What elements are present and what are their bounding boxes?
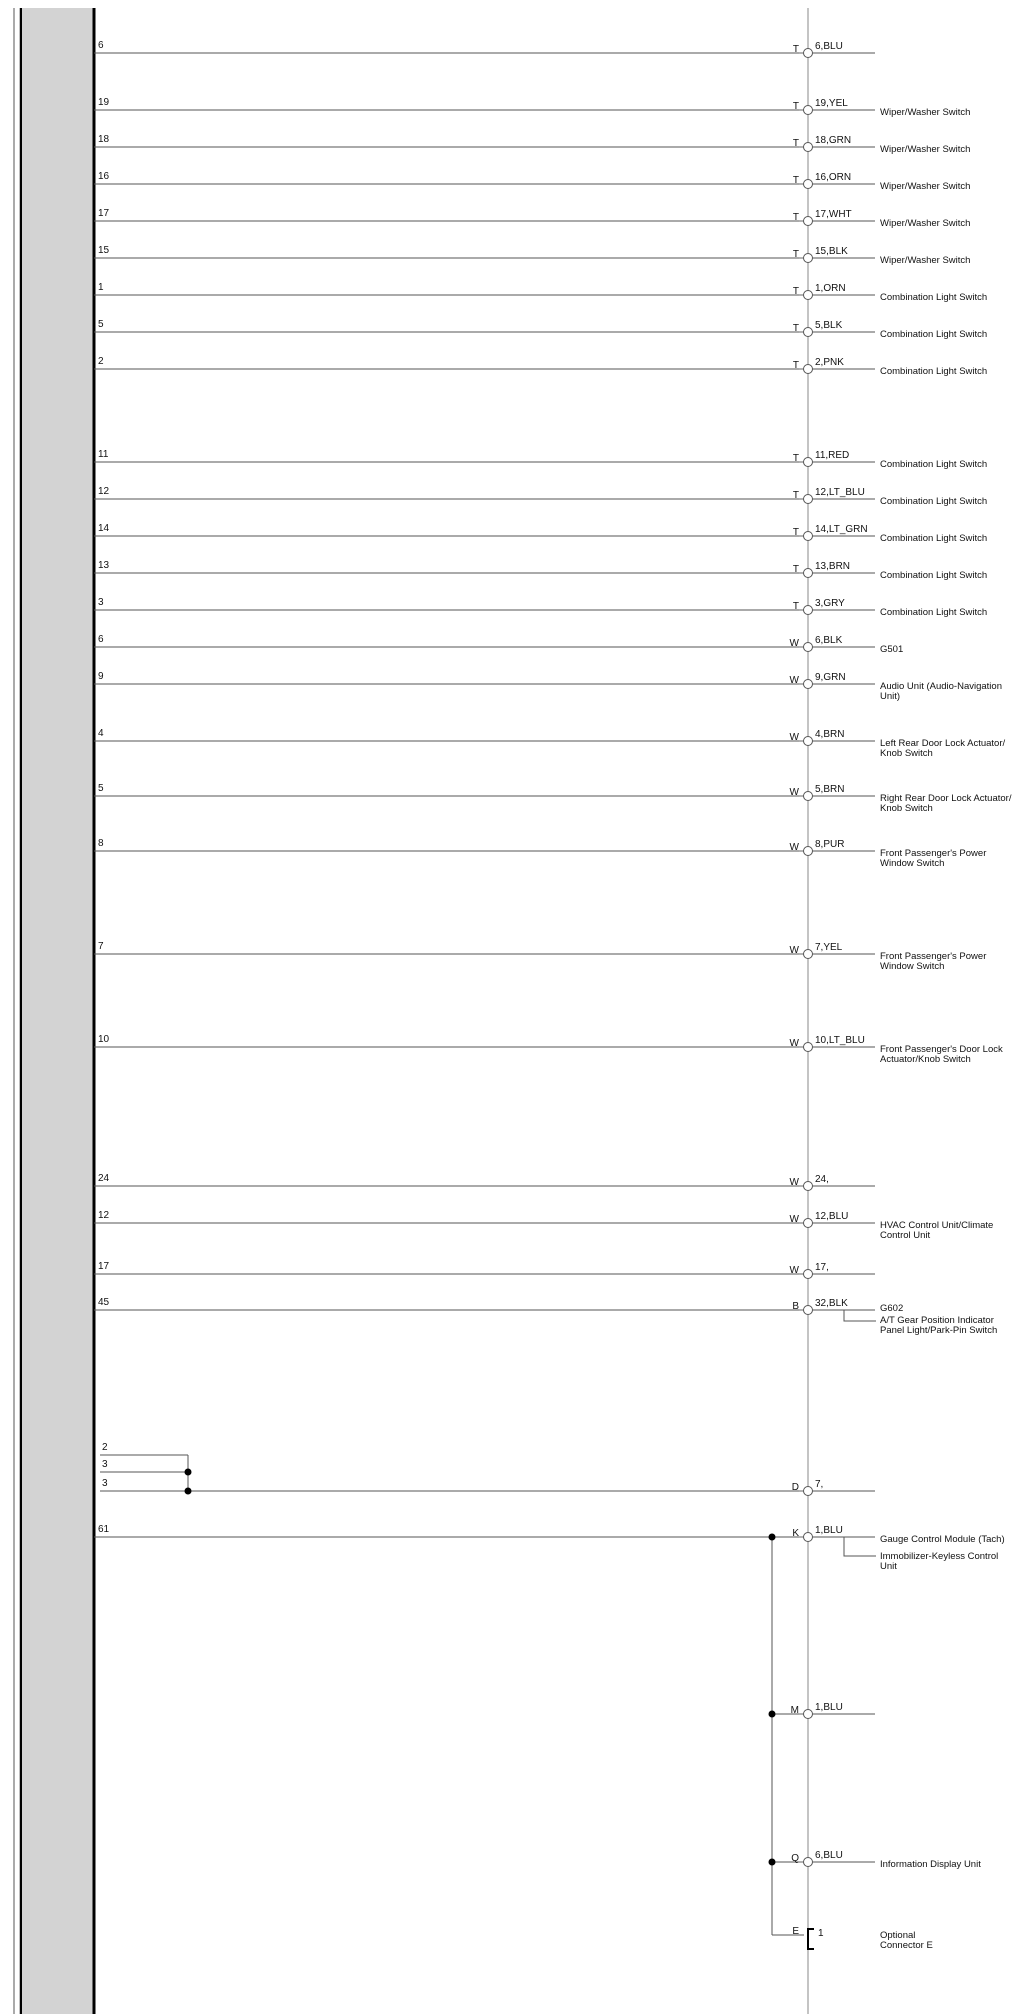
pin-number: 19 [98, 97, 110, 108]
destination-label: Window Switch [880, 858, 945, 869]
pin-number: 61 [98, 1524, 110, 1535]
circuit-label: 13,BRN [815, 561, 851, 572]
pin-number: 17 [98, 1261, 110, 1272]
circuit-label: 4,BRN [815, 729, 845, 740]
connector-letter: W [789, 1214, 799, 1225]
connector-letter: T [792, 175, 799, 186]
pin-number: 7 [98, 941, 104, 952]
connector-letter: T [792, 323, 799, 334]
wire-row [94, 597, 987, 618]
pin-number: 8 [98, 838, 104, 849]
connector-letter: T [792, 212, 799, 223]
destination-label: Left Rear Door Lock Actuator/ [880, 738, 1006, 749]
circuit-label: 3,GRY [815, 598, 845, 609]
circuit-label: 1,ORN [815, 283, 846, 294]
destination-label: Combination Light Switch [880, 329, 988, 340]
connector-letter: T [792, 360, 799, 371]
pin-number: 18 [98, 134, 110, 145]
circuit-label: 2,PNK [815, 357, 844, 368]
connector-pin-symbol [804, 1043, 813, 1052]
destination-label: Combination Light Switch [880, 533, 988, 544]
pin-number: 11 [98, 449, 109, 460]
connector-pin-symbol [804, 106, 813, 115]
circuit-label: 17, [815, 1262, 829, 1273]
destination-label: Front Passenger's Power [880, 848, 987, 859]
circuit-label: 5,BRN [815, 784, 845, 795]
connector-pin-symbol [804, 950, 813, 959]
destination-label: Wiper/Washer Switch [880, 181, 971, 192]
wire-row [94, 728, 1006, 759]
destination-label: Wiper/Washer Switch [880, 218, 971, 229]
wire-row [94, 449, 987, 470]
connector-letter: T [792, 101, 799, 112]
pin-number: 24 [98, 1173, 110, 1184]
wires-layer [94, 40, 1012, 1951]
pin-number: 3 [102, 1478, 108, 1489]
destination-label: Combination Light Switch [880, 607, 988, 618]
gauge-bus-group [94, 1524, 1005, 1951]
connector-pin-symbol [804, 532, 813, 541]
connector-letter: T [792, 564, 799, 575]
circuit-label: 6,BLU [815, 41, 843, 52]
destination-label: Connector E [880, 1940, 933, 1951]
connector-letter: T [792, 453, 799, 464]
connector-pin-symbol [804, 1533, 813, 1542]
connector-pin-symbol [804, 680, 813, 689]
optional-connector-bracket [808, 1929, 814, 1949]
destination-label: Front Passenger's Door Lock [880, 1044, 1003, 1055]
splice-group [100, 1442, 875, 1496]
wire-row [94, 40, 875, 58]
destination-label: Unit) [880, 691, 901, 702]
destination-label: Wiper/Washer Switch [880, 144, 971, 155]
circuit-label: 15,BLK [815, 246, 848, 257]
destination-label: Audio Unit (Audio-Navigation [880, 681, 1002, 692]
wire-row [94, 171, 970, 192]
destination-label: Right Rear Door Lock Actuator/ [880, 793, 1012, 804]
pin-number: 15 [98, 245, 110, 256]
destination-label: HVAC Control Unit/Climate [880, 1220, 994, 1231]
connector-pin-symbol [804, 643, 813, 652]
branch-line [844, 1310, 876, 1321]
connector-pin-symbol [804, 1487, 813, 1496]
connector-letter: W [789, 1265, 799, 1276]
wire-row [94, 97, 970, 118]
connector-letter: W [789, 675, 799, 686]
circuit-label: 11,RED [815, 450, 850, 461]
destination-label: Unit [880, 1561, 897, 1572]
circuit-label: 12,BLU [815, 1211, 849, 1222]
wire-row [94, 282, 987, 303]
connector-letter: T [792, 44, 799, 55]
wire-row [94, 1210, 993, 1241]
circuit-label: 19,YEL [815, 98, 848, 109]
destination-label: Panel Light/Park-Pin Switch [880, 1325, 998, 1336]
splice-dot [769, 1534, 776, 1541]
connector-pin-symbol [804, 495, 813, 504]
pin-number: 3 [102, 1459, 108, 1470]
connector-pin-symbol [804, 737, 813, 746]
wire-row [94, 134, 970, 155]
pin-number: 1 [98, 282, 104, 293]
circuit-label: 8,PUR [815, 839, 845, 850]
destination-label: A/T Gear Position Indicator [880, 1315, 994, 1326]
circuit-label: 18,GRN [815, 135, 852, 146]
wire-row [94, 319, 987, 340]
wire-row [94, 1297, 997, 1336]
pin-number: 2 [102, 1442, 108, 1453]
connector-pin-symbol [804, 217, 813, 226]
destination-label: Knob Switch [880, 803, 933, 814]
destination-label: Knob Switch [880, 748, 933, 759]
wire-row [94, 783, 1012, 814]
wire-row [94, 245, 970, 266]
connector-letter: T [792, 527, 799, 538]
circuit-label: 9,GRN [815, 672, 846, 683]
circuit-label: 32,BLK [815, 1298, 848, 1309]
ground-label: G602 [880, 1303, 904, 1314]
destination-label: Window Switch [880, 961, 945, 972]
circuit-label: 24, [815, 1174, 829, 1185]
connector-pin-symbol [804, 606, 813, 615]
connector-letter: W [789, 842, 799, 853]
connector-pin-symbol [804, 254, 813, 263]
circuit-label: 14,LT_GRN [815, 524, 868, 535]
pin-number: 13 [98, 560, 110, 571]
connector-letter: T [792, 601, 799, 612]
destination-label: Combination Light Switch [880, 496, 988, 507]
connector-letter: M [790, 1705, 799, 1716]
circuit-label: 16,ORN [815, 172, 852, 183]
circuit-label: 17,WHT [815, 209, 852, 220]
connector-letter: D [791, 1482, 799, 1493]
circuit-label: 1,BLU [815, 1525, 843, 1536]
connector-letter: T [792, 138, 799, 149]
branch-line [844, 1537, 876, 1556]
connector-pin-symbol [804, 847, 813, 856]
pin-number: 10 [98, 1034, 110, 1045]
connector-letter: W [789, 638, 799, 649]
connector-pin-symbol [804, 1710, 813, 1719]
pin-number: 5 [98, 319, 104, 330]
pin-number: 6 [98, 40, 104, 51]
wire-row [94, 1261, 875, 1279]
wire-row [94, 486, 987, 507]
splice-dot [769, 1859, 776, 1866]
connector-letter: W [789, 945, 799, 956]
destination-label: Combination Light Switch [880, 570, 988, 581]
pin-number: 17 [98, 208, 110, 219]
splice-dot [185, 1488, 192, 1495]
connector-letter: K [792, 1528, 799, 1539]
connector-pin-symbol [804, 291, 813, 300]
pin-number: 3 [98, 597, 104, 608]
connector-letter: T [792, 249, 799, 260]
connector-letter: E [792, 1926, 799, 1937]
splice-dot [185, 1469, 192, 1476]
circuit-label: 10,LT_BLU [815, 1035, 865, 1046]
pin-number: 12 [98, 1210, 110, 1221]
pin-number: 4 [98, 728, 104, 739]
connector-pin-symbol [804, 328, 813, 337]
circuit-label: 7, [815, 1479, 824, 1490]
destination-label: Optional [880, 1930, 916, 1941]
wire-row [94, 838, 986, 869]
connector-pin-symbol [804, 49, 813, 58]
wire-row [94, 1173, 875, 1191]
pin-number: 16 [98, 171, 110, 182]
pin-number: 9 [98, 671, 104, 682]
pin-number: 5 [98, 783, 104, 794]
destination-label: Wiper/Washer Switch [880, 255, 971, 266]
connector-pin-symbol [804, 180, 813, 189]
circuit-label: 7,YEL [815, 942, 843, 953]
pin-number: 2 [98, 356, 104, 367]
circuit-label: 6,BLK [815, 635, 843, 646]
connector-letter: B [792, 1301, 799, 1312]
circuit-label: 1 [818, 1928, 824, 1939]
destination-label: Immobilizer-Keyless Control [880, 1551, 999, 1562]
connector-letter: T [792, 490, 799, 501]
circuit-label: 1,BLU [815, 1702, 843, 1713]
connector-pin-symbol [804, 458, 813, 467]
connector-pin-symbol [804, 1306, 813, 1315]
connector-pin-symbol [804, 1182, 813, 1191]
destination-label: Combination Light Switch [880, 459, 988, 470]
splice-dot [769, 1711, 776, 1718]
circuit-label: 12,LT_BLU [815, 487, 865, 498]
connector-pin-symbol [804, 1219, 813, 1228]
connector-letter: W [789, 787, 799, 798]
wire-row [94, 356, 987, 377]
destination-label: Gauge Control Module (Tach) [880, 1534, 1005, 1545]
connector-pin-symbol [804, 1858, 813, 1867]
wire-row [94, 634, 903, 655]
destination-label: Wiper/Washer Switch [880, 107, 971, 118]
connector-letter: Q [791, 1853, 799, 1864]
wire-row [94, 671, 1002, 702]
connector-pin-symbol [804, 365, 813, 374]
connector-letter: W [789, 1038, 799, 1049]
connector-pin-symbol [804, 143, 813, 152]
wire-row [94, 208, 970, 229]
circuit-label: 6,BLU [815, 1850, 843, 1861]
destination-label: Control Unit [880, 1230, 931, 1241]
circuit-label: 5,BLK [815, 320, 843, 331]
pin-number: 45 [98, 1297, 110, 1308]
destination-label: G501 [880, 644, 904, 655]
destination-label: Information Display Unit [880, 1859, 981, 1870]
destination-label: Actuator/Knob Switch [880, 1054, 971, 1065]
pin-number: 6 [98, 634, 104, 645]
pin-number: 12 [98, 486, 110, 497]
wire-row [94, 941, 986, 972]
connector-letter: W [789, 1177, 799, 1188]
destination-label: Front Passenger's Power [880, 951, 987, 962]
connector-letter: T [792, 286, 799, 297]
connector-pin-symbol [804, 569, 813, 578]
wire-row [94, 1034, 1003, 1065]
wire-row [94, 560, 987, 581]
wire-row [94, 523, 987, 544]
module-frame [14, 8, 808, 2014]
connector-pin-symbol [804, 792, 813, 801]
connector-letter: W [789, 732, 799, 743]
destination-label: Combination Light Switch [880, 292, 988, 303]
pin-number: 14 [98, 523, 110, 534]
destination-label: Combination Light Switch [880, 366, 988, 377]
connector-pin-symbol [804, 1270, 813, 1279]
